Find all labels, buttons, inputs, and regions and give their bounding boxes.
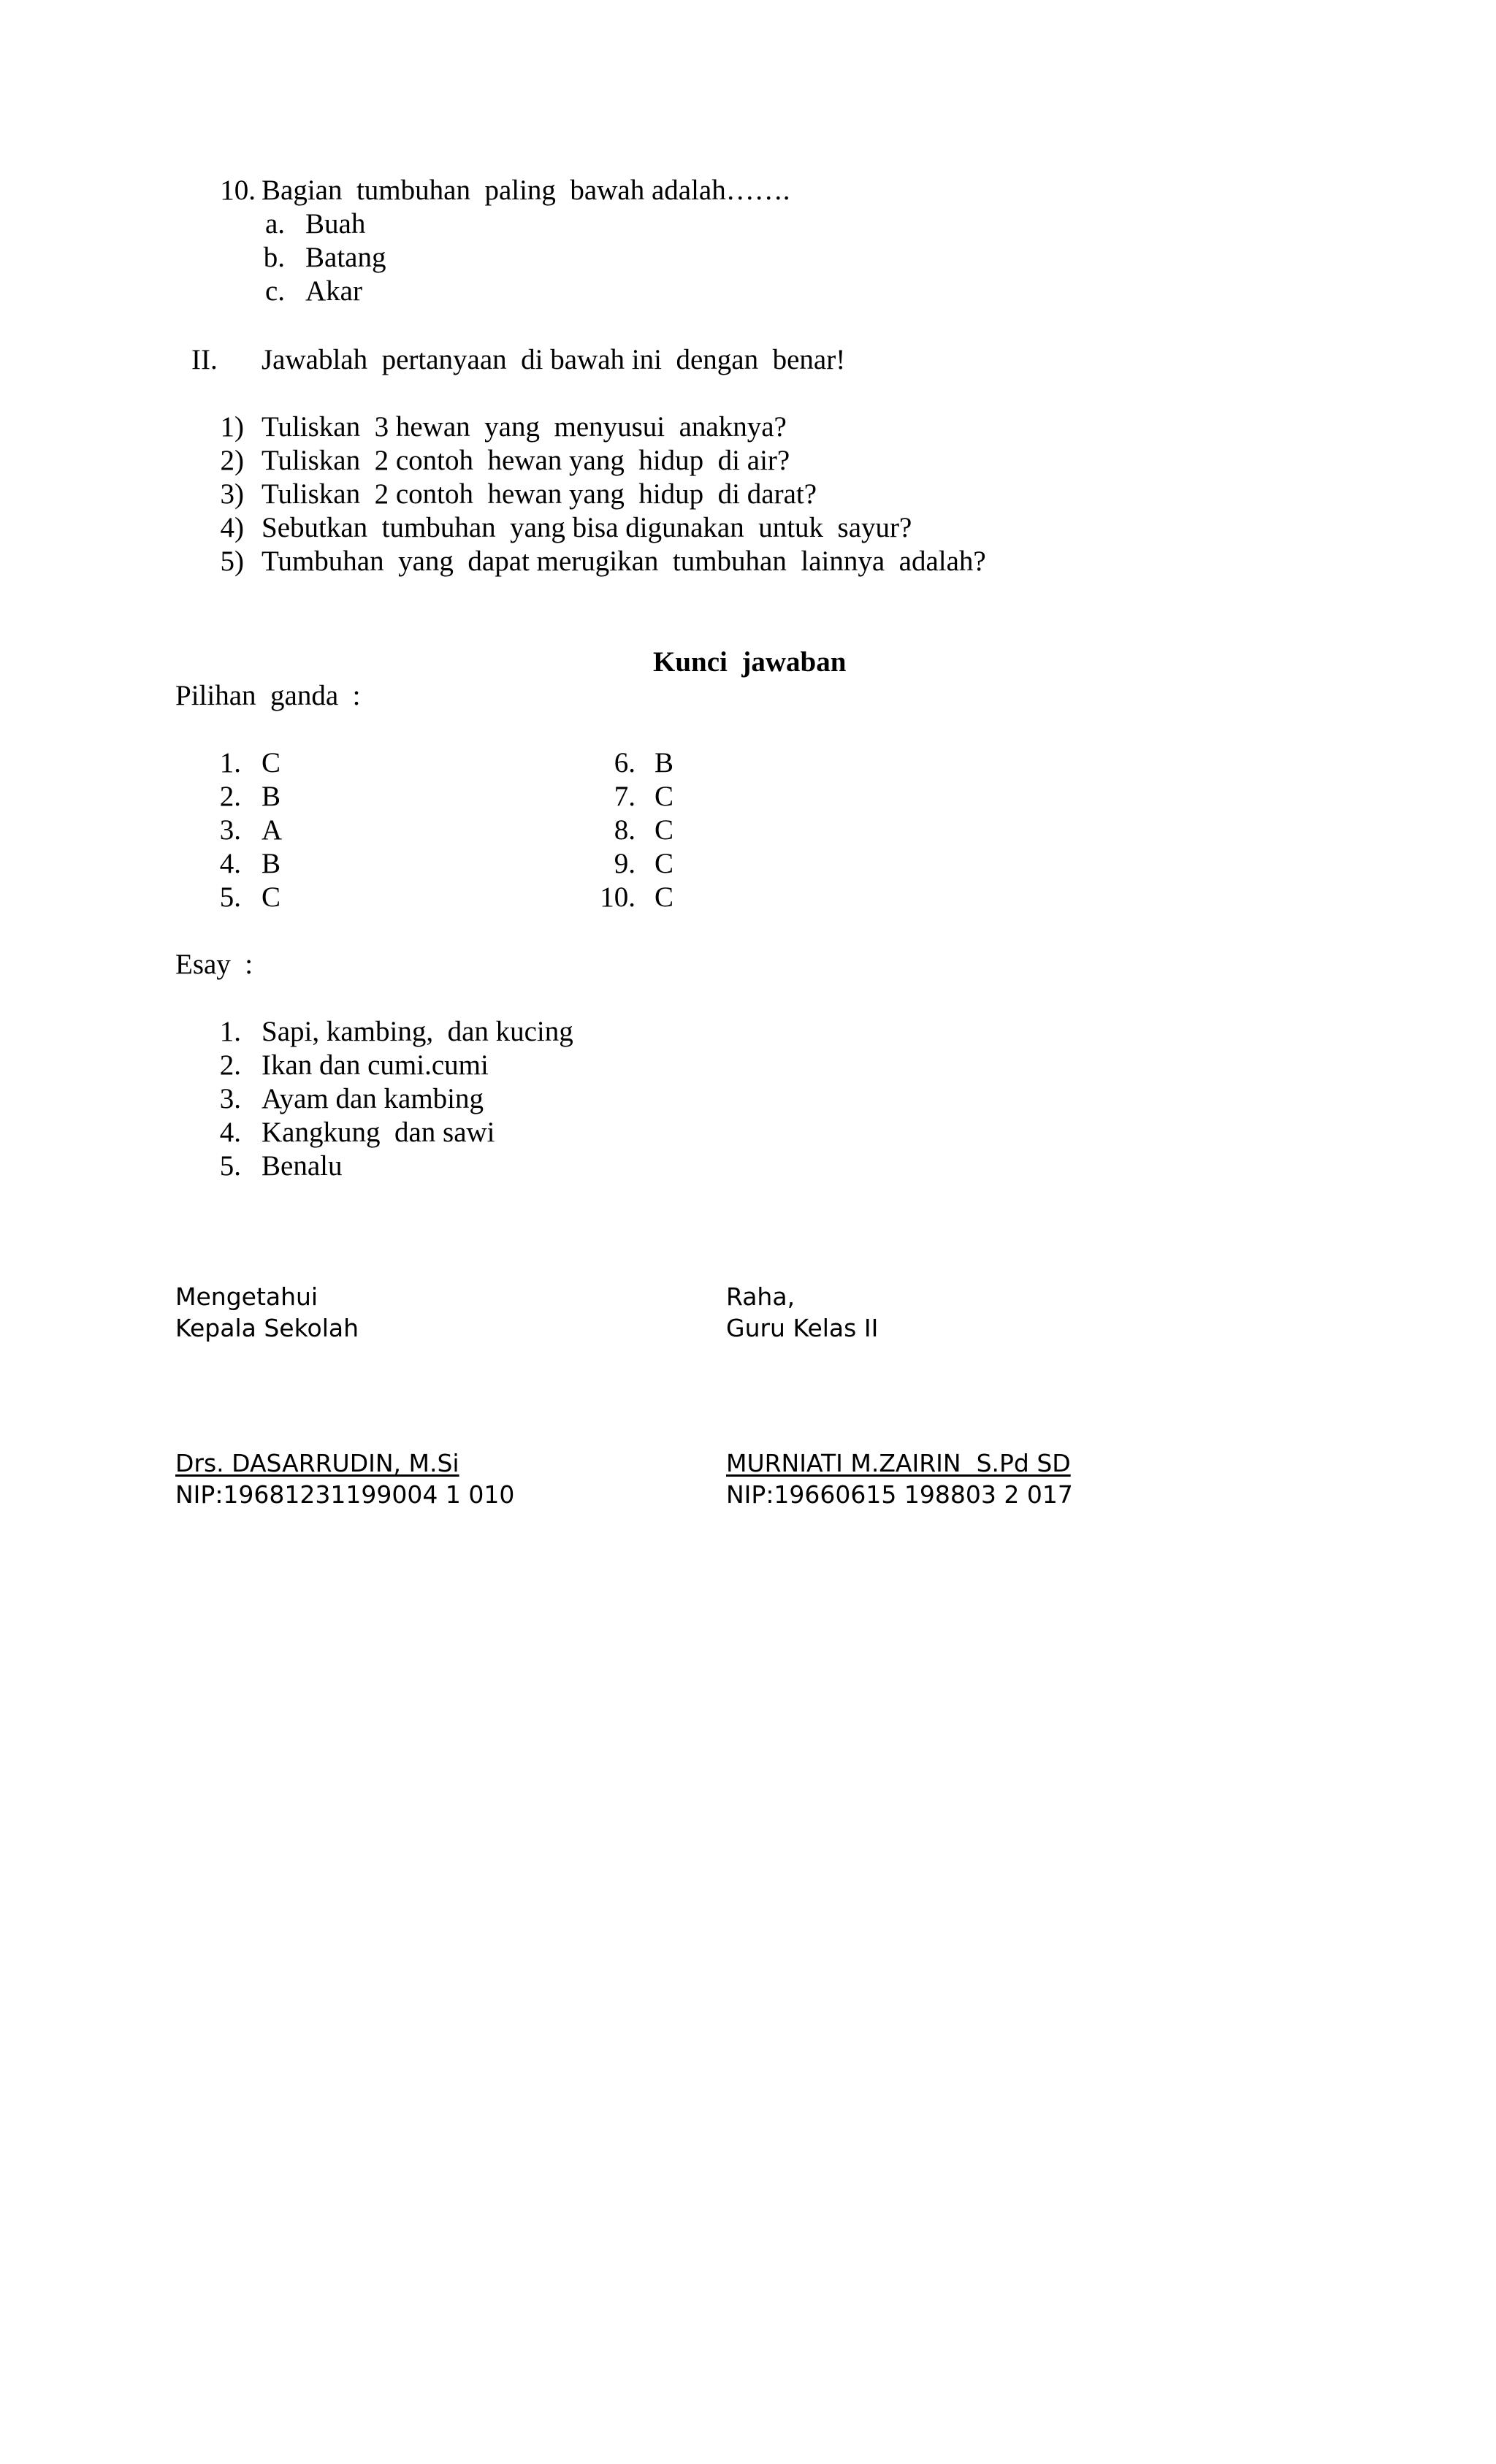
question-number: 10. — [220, 175, 256, 206]
mc-number: 7. — [614, 781, 636, 812]
essay-label: Esay : — [175, 949, 253, 980]
option-letter: a. — [264, 208, 285, 240]
essay-question-number: 2) — [220, 445, 244, 476]
mc-number: 9. — [614, 848, 636, 879]
mc-answer: C — [262, 881, 281, 913]
signature-left-line2: Kepala Sekolah — [175, 1314, 359, 1342]
essay-question-number: 5) — [220, 546, 244, 577]
essay-question-text: Tumbuhan yang dapat merugikan tumbuhan lainnya adalah? — [262, 546, 986, 577]
option-text: Buah — [305, 208, 366, 240]
essay-question-number: 4) — [220, 512, 244, 543]
mc-number: 8. — [614, 814, 636, 846]
mc-number: 4. — [219, 848, 241, 879]
essay-question-text: Sebutkan tumbuhan yang bisa digunakan untuk sayur? — [262, 512, 912, 543]
essay-question-text: Tuliskan 3 hewan yang menyusui anaknya? — [262, 411, 787, 443]
essay-answer: Sapi, kambing, dan kucing — [262, 1016, 573, 1047]
mc-number: 1. — [219, 747, 241, 778]
signature-right-line2: Guru Kelas II — [726, 1314, 879, 1342]
essay-number: 5. — [219, 1150, 241, 1182]
mc-answer: C — [262, 747, 281, 778]
mc-answer: B — [654, 747, 674, 778]
mc-number: 6. — [614, 747, 636, 778]
essay-question-text: Tuliskan 2 contoh hewan yang hidup di air? — [262, 445, 790, 476]
essay-question-number: 1) — [220, 411, 244, 443]
answer-key-title: Kunci jawaban — [653, 646, 847, 678]
signature-right-name: MURNIATI M.ZAIRIN S.Pd SD — [726, 1449, 1071, 1477]
signature-right-line1: Raha, — [726, 1282, 795, 1311]
mc-answer: A — [262, 814, 283, 846]
multiple-choice-label: Pilihan ganda : — [175, 680, 361, 711]
essay-number: 2. — [219, 1049, 241, 1081]
signature-left-line1: Mengetahui — [175, 1282, 318, 1311]
signature-left-name: Drs. DASARRUDIN, M.Si — [175, 1449, 459, 1477]
option-letter: c. — [264, 275, 285, 307]
option-letter: b. — [263, 242, 285, 273]
essay-number: 1. — [219, 1016, 241, 1047]
option-text: Batang — [305, 242, 386, 273]
question-text: Bagian tumbuhan paling bawah adalah……. — [262, 175, 790, 206]
essay-number: 3. — [219, 1083, 241, 1114]
signature-right-nip: NIP:19660615 198803 2 017 — [726, 1480, 1073, 1509]
essay-answer: Ikan dan cumi.cumi — [262, 1049, 489, 1081]
section-numeral: II. — [191, 344, 218, 375]
mc-answer: B — [262, 781, 281, 812]
mc-answer: C — [654, 848, 674, 879]
essay-answer: Benalu — [262, 1150, 343, 1182]
mc-number: 5. — [219, 881, 241, 913]
mc-number: 10. — [600, 881, 636, 913]
signature-left-nip: NIP:19681231199004 1 010 — [175, 1480, 515, 1509]
essay-number: 4. — [219, 1117, 241, 1148]
essay-question-number: 3) — [220, 478, 244, 510]
mc-answer: C — [654, 881, 674, 913]
mc-answer: C — [654, 814, 674, 846]
mc-number: 2. — [219, 781, 241, 812]
mc-answer: C — [654, 781, 674, 812]
essay-question-text: Tuliskan 2 contoh hewan yang hidup di darat? — [262, 478, 817, 510]
section-instruction: Jawablah pertanyaan di bawah ini dengan benar! — [262, 344, 846, 375]
answer-key-title-row — [0, 612, 1496, 679]
mc-answer: B — [262, 848, 281, 879]
essay-answer: Ayam dan kambing — [262, 1083, 484, 1114]
essay-answer: Kangkung dan sawi — [262, 1117, 495, 1148]
option-text: Akar — [305, 275, 362, 307]
mc-number: 3. — [219, 814, 241, 846]
